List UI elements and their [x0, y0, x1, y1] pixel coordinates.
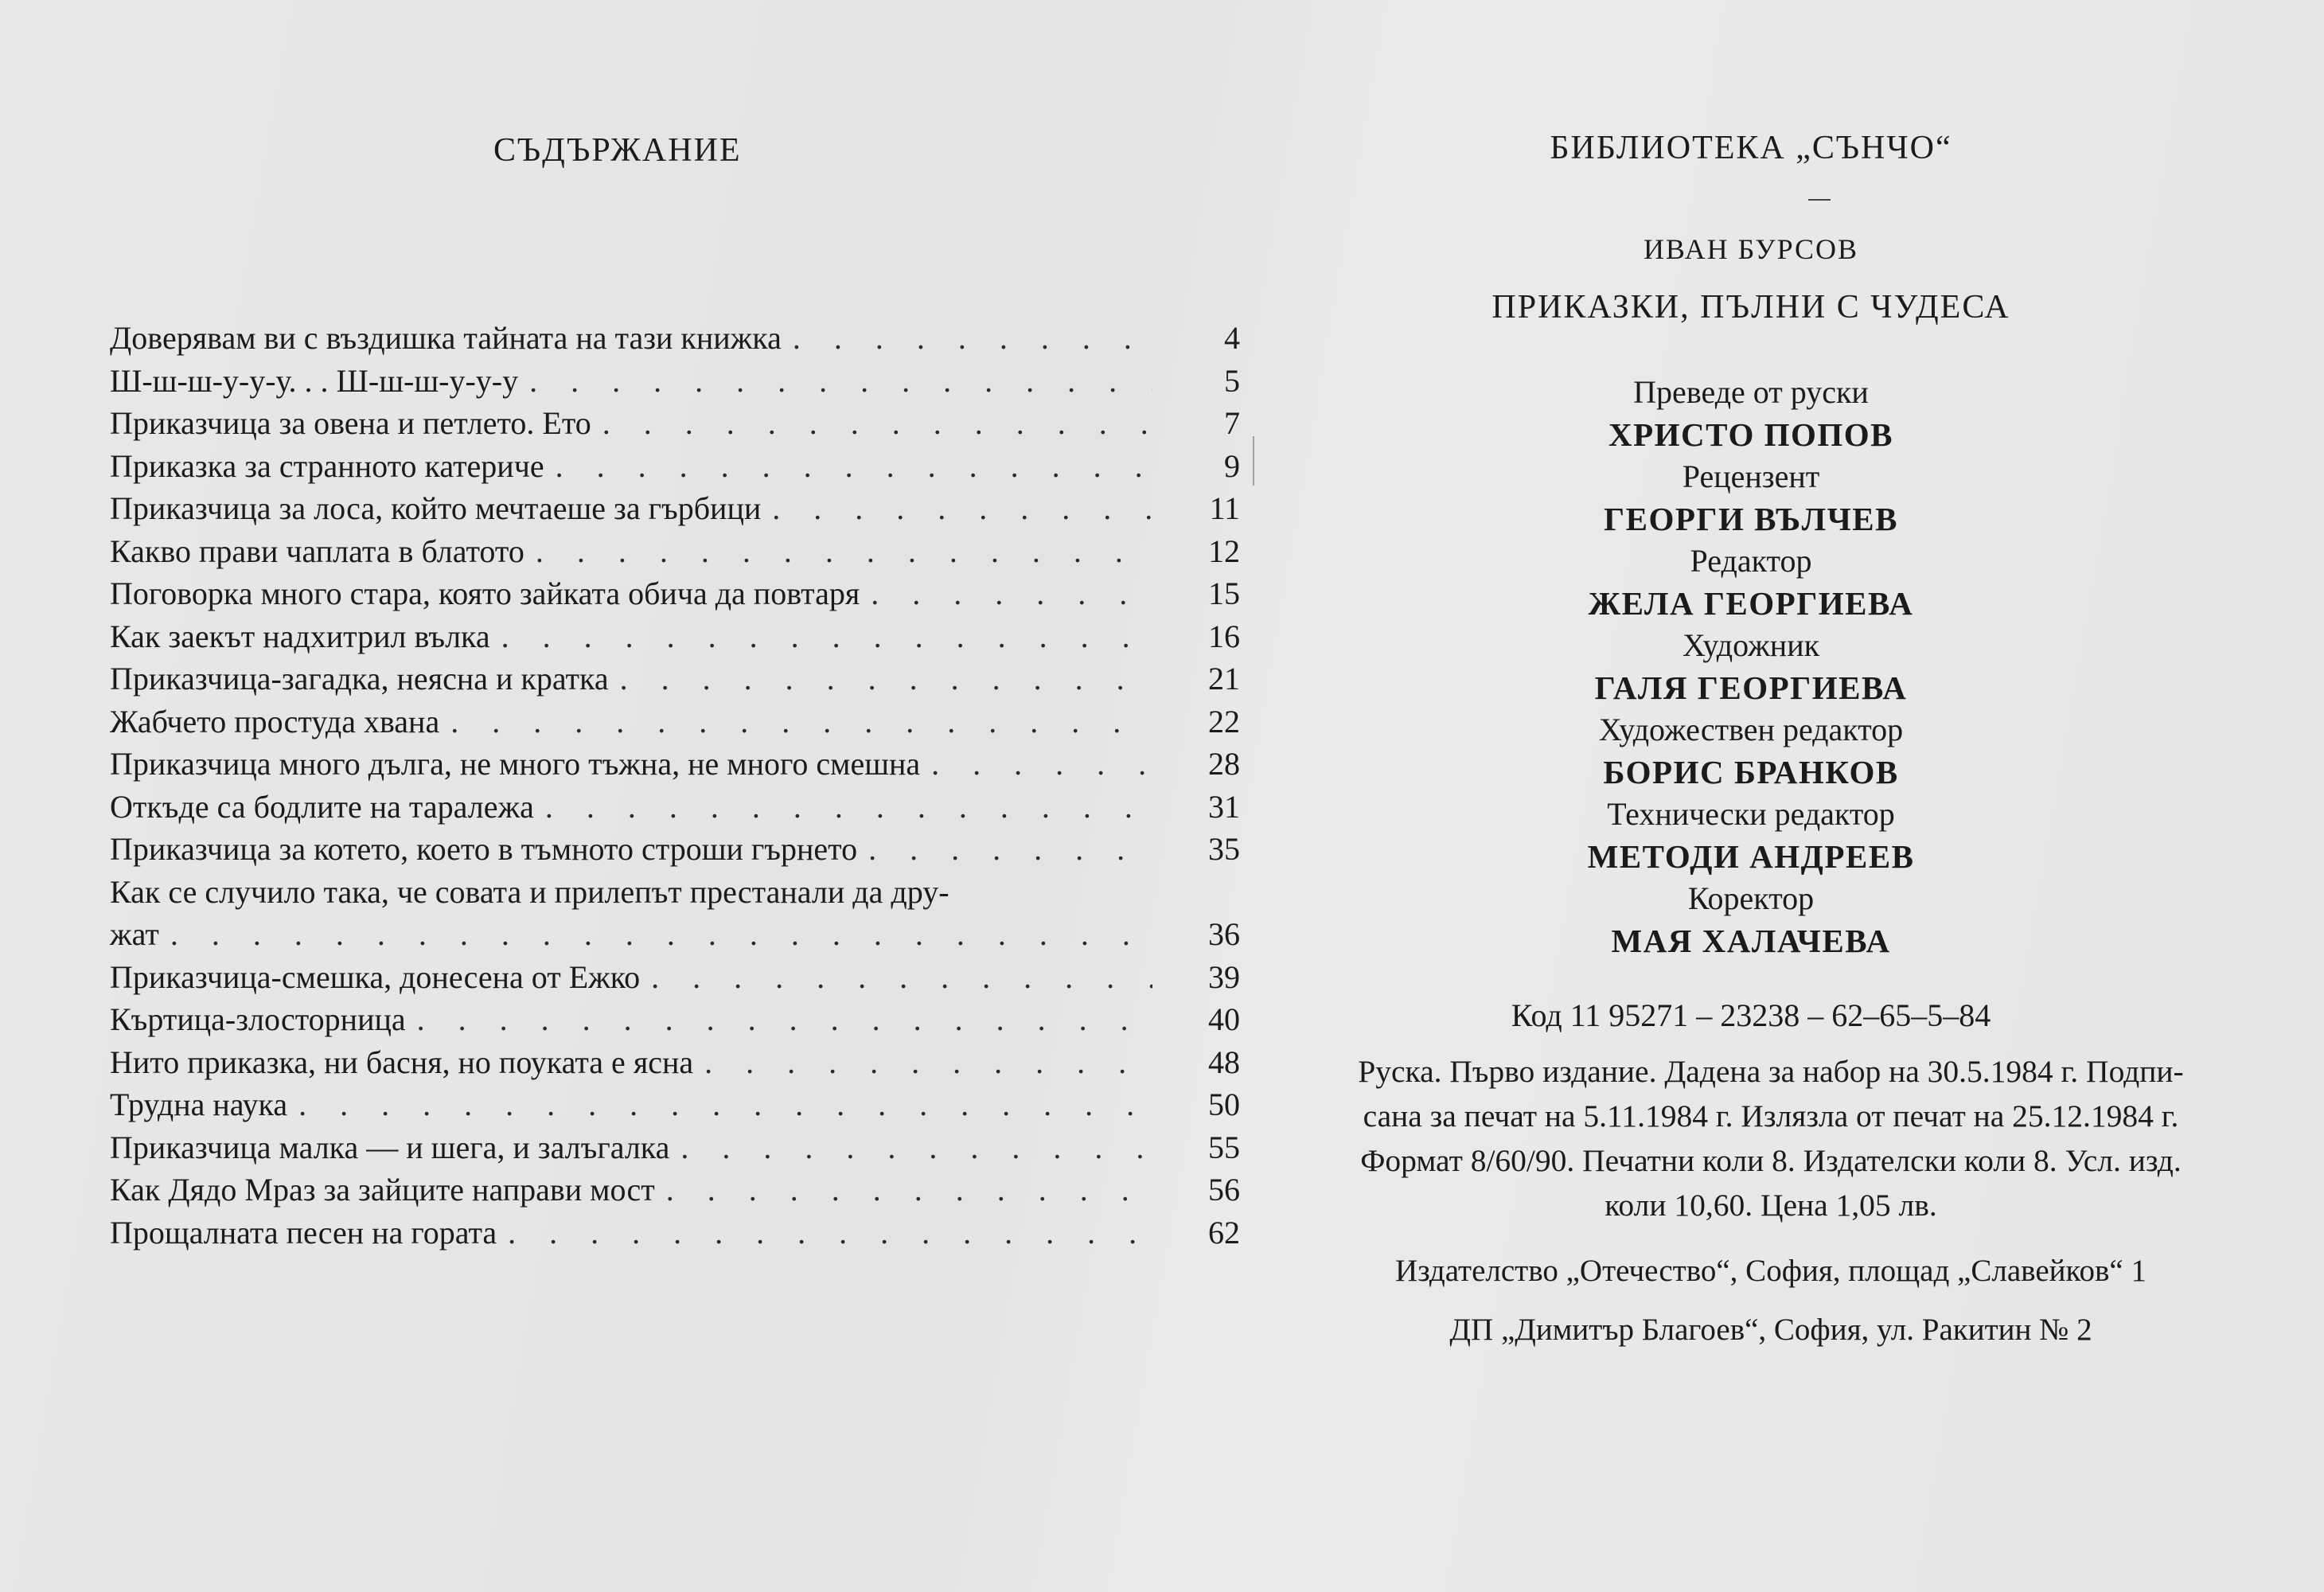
toc-entry-title: Как Дядо Мраз за зайците направи мост [110, 1172, 655, 1208]
toc-entry [110, 998, 1240, 1041]
toc-leader-dots [666, 1169, 1152, 1212]
toc-leader-dots [704, 1041, 1152, 1084]
toc-entry-page: 22 [1208, 703, 1240, 739]
credit-item [1258, 541, 2244, 626]
toc-entry [110, 317, 1240, 360]
toc-leader-dots [871, 572, 1152, 615]
toc-leader-dots [545, 786, 1152, 829]
credit-role: Преведе от руски [1633, 374, 1869, 410]
toc-leader-dots [772, 487, 1152, 530]
toc-entry [110, 1212, 1240, 1254]
toc-entry-page: 40 [1208, 1001, 1240, 1037]
credit-role: Художествен редактор [1598, 712, 1904, 747]
credit-item [1258, 626, 2244, 710]
toc-leader-dots [298, 1083, 1152, 1126]
toc-entry-page: 50 [1208, 1087, 1240, 1122]
toc-entry [110, 572, 1240, 615]
book-code: Код 11 95271 – 23238 – 62–65–5–84 [1511, 997, 1991, 1033]
toc-entry-title-continued: жат [110, 916, 159, 952]
divider [1808, 199, 1831, 201]
margin-mark [1253, 436, 1254, 486]
toc-entry-title: Приказчица за лоса, който мечтаеше за гърбици [110, 490, 762, 526]
table-of-contents [110, 317, 1240, 1254]
toc-entry [110, 700, 1240, 743]
toc-entry-page: 9 [1224, 447, 1240, 484]
toc-entry-page: 7 [1224, 405, 1240, 441]
credit-name: БОРИС БРАНКОВ [1603, 754, 1899, 790]
toc-entry [110, 786, 1240, 829]
toc-entry-title: Приказчица много дълга, не много тъжна, не много смешна [110, 746, 921, 782]
toc-entry-title: Къртица-злосторница [110, 1001, 406, 1037]
toc-entry [110, 956, 1240, 999]
toc-leader-dots [651, 956, 1152, 999]
edition-line: Руска. Първо издание. Дадена за набор на 30.5.1984 г. Подпи- [1358, 1054, 2184, 1089]
toc-entry [110, 1169, 1240, 1212]
toc-leader-dots [501, 615, 1152, 658]
toc-entry-page: 5 [1224, 362, 1240, 399]
toc-entry-title: Жабчето простуда хвана [110, 703, 440, 739]
toc-entry-page: 28 [1208, 746, 1240, 782]
series-title: БИБЛИОТЕКА „СЪНЧО“ [1550, 130, 1952, 166]
credit-item [1258, 879, 2244, 963]
toc-entry-title: Ш-ш-ш-у-у-у. . . Ш-ш-ш-у-у-у [110, 362, 519, 399]
toc-entry-title: Прощалната песен на гората [110, 1214, 497, 1251]
toc-entry-page: 31 [1208, 788, 1240, 825]
toc-entry-page: 55 [1208, 1129, 1240, 1165]
toc-entry [110, 360, 1240, 403]
toc-entry-title: Приказчица за овена и петлето. Ето [110, 405, 591, 441]
credit-role: Рецензент [1682, 458, 1820, 494]
toc-leader-dots [536, 530, 1152, 573]
toc-leader-dots [931, 743, 1152, 786]
edition-line: коли 10,60. Цена 1,05 лв. [1605, 1188, 1937, 1223]
toc-entry-title: Как заекът надхитрил вълка [110, 618, 490, 654]
toc-entry-title: Приказка за странното катериче [110, 447, 544, 484]
toc-entry [110, 487, 1240, 530]
edition-line: Формат 8/60/90. Печатни коли 8. Издателски коли 8. Усл. изд. [1360, 1143, 2182, 1178]
toc-entry [110, 828, 1240, 871]
printer-line: ДП „Димитър Благоев“, София, ул. Ракитин № 2 [1449, 1313, 2092, 1347]
toc-leader-dots [417, 998, 1152, 1041]
toc-entry [110, 1126, 1240, 1169]
toc-leader-dots [620, 657, 1152, 700]
edition-details [1258, 1049, 2284, 1227]
author-name: ИВАН БУРСОВ [1643, 233, 1859, 265]
credit-name: МАЯ ХАЛАЧЕВА [1611, 923, 1891, 959]
toc-entry-title: Поговорка много стара, която зайката обича да повтаря [110, 576, 860, 611]
toc-entry-title: Откъде са бодлите на таралежа [110, 788, 534, 825]
toc-entry-title: Как се случило така, че совата и прилепът престанали да дру- [110, 873, 949, 910]
credit-role: Технически редактор [1607, 796, 1895, 832]
toc-entry-page: 62 [1208, 1214, 1240, 1251]
credit-role: Коректор [1687, 880, 1815, 916]
toc-entry-title: Какво прави чаплата в блатото [110, 533, 524, 569]
toc-leader-dots [450, 700, 1152, 743]
contents-title: СЪДЪРЖАНИЕ [493, 132, 742, 169]
credit-item [1258, 457, 2244, 541]
toc-entry-title: Трудна наука [110, 1087, 288, 1122]
toc-entry-page: 12 [1208, 533, 1240, 569]
toc-entry-title: Приказчица-загадка, неясна и кратка [110, 661, 609, 696]
toc-entry [110, 1041, 1240, 1084]
credit-name: ХРИСТО ПОПОВ [1608, 416, 1893, 453]
credit-role: Художник [1682, 627, 1820, 663]
toc-entry-title: Приказчица малка — и шега, и залъгалка [110, 1129, 670, 1165]
toc-entry-page: 39 [1208, 958, 1240, 995]
toc-entry [110, 871, 1240, 956]
toc-leader-dots [508, 1212, 1152, 1254]
toc-entry-title: Нито приказка, ни басня, но поуката е ясна [110, 1044, 694, 1080]
toc-leader-dots [529, 360, 1152, 403]
credit-name: ГЕОРГИ ВЪЛЧЕВ [1604, 501, 1898, 537]
toc-entry-page: 11 [1209, 490, 1240, 526]
toc-leader-dots [680, 1126, 1152, 1169]
toc-entry [110, 1083, 1240, 1126]
toc-entry-page: 48 [1208, 1044, 1240, 1080]
credit-item [1258, 794, 2244, 879]
toc-entry [110, 445, 1240, 488]
toc-entry-page: 16 [1208, 618, 1240, 654]
toc-leader-dots [602, 402, 1152, 445]
credit-name: ЖЕЛА ГЕОРГИЕВА [1588, 585, 1914, 622]
toc-entry-title: Приказчица за котето, което в тъмното строши гърнето [110, 831, 858, 867]
toc-entry [110, 530, 1240, 573]
toc-leader-dots [556, 445, 1152, 488]
toc-entry-page: 56 [1208, 1172, 1240, 1208]
toc-entry-page: 4 [1224, 320, 1240, 356]
toc-entry [110, 657, 1240, 700]
credit-role: Редактор [1690, 543, 1812, 579]
publisher-line: Издателство „Отечество“, София, площад „Славейков“ 1 [1395, 1254, 2147, 1288]
credits-list [1258, 373, 2244, 963]
edition-line: сана за печат на 5.11.1984 г. Излязла от печат на 25.12.1984 г. [1363, 1098, 2179, 1134]
toc-leader-dots [170, 913, 1152, 956]
toc-leader-dots [868, 828, 1152, 871]
toc-entry [110, 402, 1240, 445]
credit-name: ГАЛЯ ГЕОРГИЕВА [1594, 669, 1908, 706]
credit-name: МЕТОДИ АНДРЕЕВ [1587, 838, 1915, 875]
toc-leader-dots [793, 317, 1152, 360]
toc-entry-title: Доверявам ви с въздишка тайната на тази книжка [110, 320, 782, 356]
toc-entry-page: 21 [1208, 661, 1240, 696]
toc-entry-page: 35 [1208, 831, 1240, 867]
toc-entry [110, 615, 1240, 658]
toc-entry-page: 36 [1208, 916, 1240, 952]
credit-item [1258, 373, 2244, 457]
toc-entry [110, 743, 1240, 786]
toc-entry-title: Приказчица-смешка, донесена от Ежко [110, 958, 641, 995]
credit-item [1258, 710, 2244, 794]
toc-entry-page: 15 [1208, 576, 1240, 611]
book-title: ПРИКАЗКИ, ПЪЛНИ С ЧУДЕСА [1491, 289, 2010, 326]
